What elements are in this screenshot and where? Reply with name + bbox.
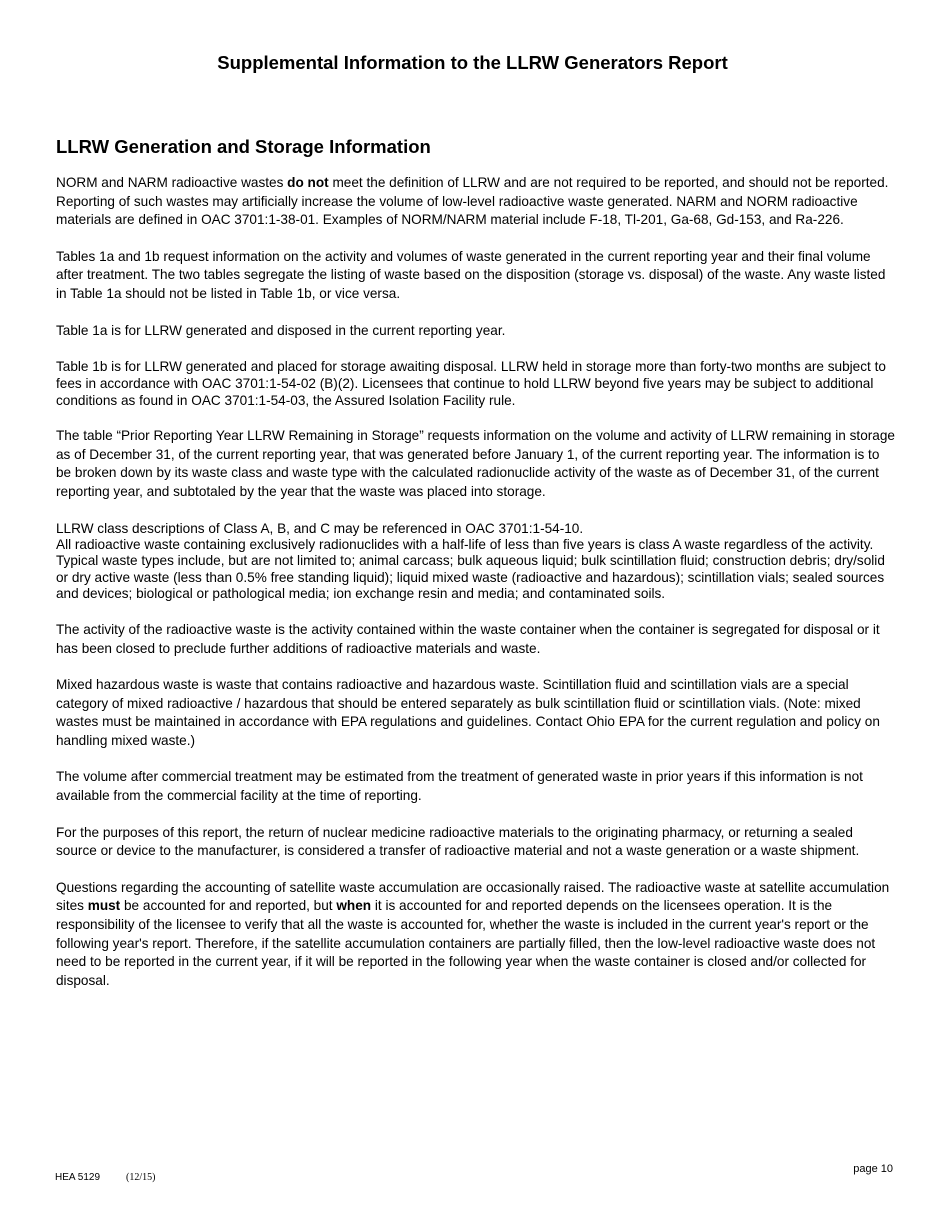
section-heading: LLRW Generation and Storage Information xyxy=(56,136,431,157)
emphasis-do-not: do not xyxy=(287,175,329,190)
paragraph-activity: The activity of the radioactive waste is the activity contained within the waste container when the container is segregated for disposal or it has been closed to preclude further additions of radioactive materials and waste. xyxy=(56,621,880,656)
paragraph-volume: The volume after commercial treatment may be estimated from the treatment of generated waste in prior years if this information is not available from the commercial facility at the time of reporting. xyxy=(56,769,863,804)
paragraph-class-a-waste: All radioactive waste containing exclusively radionuclides with a half-life of less than five years is class A waste regardless of the activity. Typical waste types include, but are not limited to; animal carcass; bulk aqueous liquid; bulk scintillation fluid; construction debris; dry/solid or dry active waste (less than 0.5% free standing liquid); liquid mixed waste (radioactive and hazardous); scintillation vials; sealed sources and devices; biological or pathological media; ion exchange resin and media; and contaminated soils. xyxy=(56,536,885,602)
form-number: HEA 5129 xyxy=(55,1172,101,1183)
paragraph-table-1a: Table 1a is for LLRW generated and disposed in the current reporting year. xyxy=(56,322,506,338)
paragraph-class-descriptions: LLRW class descriptions of Class A, B, and C may be referenced in OAC 3701:1-54-10. xyxy=(56,520,584,536)
paragraph-mixed-waste: Mixed hazardous waste is waste that contains radioactive and hazardous waste. Scintillation fluid and scintillation vials are a special category of mixed radioactive / hazardous that should be entered separately as bulk scintillation fluid or scintillation vials. (Note: mixed wastes must be maintained in accordance with EPA regulations and guidelines. Contact Ohio EPA for the current regulation and policy on handling mixed waste.) xyxy=(56,677,880,748)
paragraph-satellite: Questions regarding the accounting of satellite waste accumulation are occasionally raised. The radioactive waste at satellite accumulation sites must be accounted for and reported, but when it is accounted for and reported depends on the licensees operation. It is the responsibility of the licensee to verify that all the waste is accounted for, whether the waste is included in the current year's report or the following year's report. Therefore, if the satellite accumulation containers are partially filled, then the low-level radioactive waste does not need to be reported in the current year, if it will be reported in the following year when the waste container is closed and/or collected for disposal. xyxy=(56,879,890,988)
document-body xyxy=(56,136,896,1008)
emphasis-when: when xyxy=(336,898,372,914)
page-number: page 10 xyxy=(853,1163,893,1175)
form-code xyxy=(55,1172,156,1183)
page-title: Supplemental Information to the LLRW Generators Report xyxy=(217,52,728,73)
paragraph-prior-year: The table “Prior Reporting Year LLRW Remaining in Storage” requests information on the volume and activity of LLRW remaining in storage as of December 31, of the current reporting year, that was generated before January 1, of the current reporting year. The information is to be broken down by its waste class and waste type with the calculated radionuclide activity of the waste as of December 31, of the current reporting year, and subtotaled by the year that the waste was placed into storage. xyxy=(56,428,895,499)
paragraph-tables: Tables 1a and 1b request information on the activity and volumes of waste generated in the current reporting year and their final volume after treatment. The two tables segregate the listing of waste based on the disposition (storage vs. disposal) of the waste. Any waste listed in Table 1a should not be listed in Table 1b, or vice versa. xyxy=(56,248,886,301)
paragraph-norm-narm: NORM and NARM radioactive wastes do not meet the definition of LLRW and are not required to be reported, and should not be reported. Reporting of such wastes may artificially increase the volume of low-level radioactive waste generated. NARM and NORM radioactive materials are defined in OAC 3701:1-38-01. Examples of NORM/NARM material include F-18, Tl-201, Ga-68, Gd-153, and Ra-226. xyxy=(56,175,889,228)
paragraph-table-1b: Table 1b is for LLRW generated and placed for storage awaiting disposal. LLRW held in storage more than forty-two months are subject to fees in accordance with OAC 3701:1-54-02 (B)(2). Licensees that continue to hold LLRW beyond five years may be subject to additional conditions as found in OAC 3701:1-54-03, the Assured Isolation Facility rule. xyxy=(56,359,886,409)
paragraph-transfer: For the purposes of this report, the return of nuclear medicine radioactive materials to the originating pharmacy, or returning a sealed source or device to the manufacturer, is considered a transfer of radioactive material and not a waste generation or a waste shipment. xyxy=(56,824,860,859)
form-revision: (12/15) xyxy=(126,1172,156,1183)
emphasis-must: must xyxy=(87,898,121,914)
